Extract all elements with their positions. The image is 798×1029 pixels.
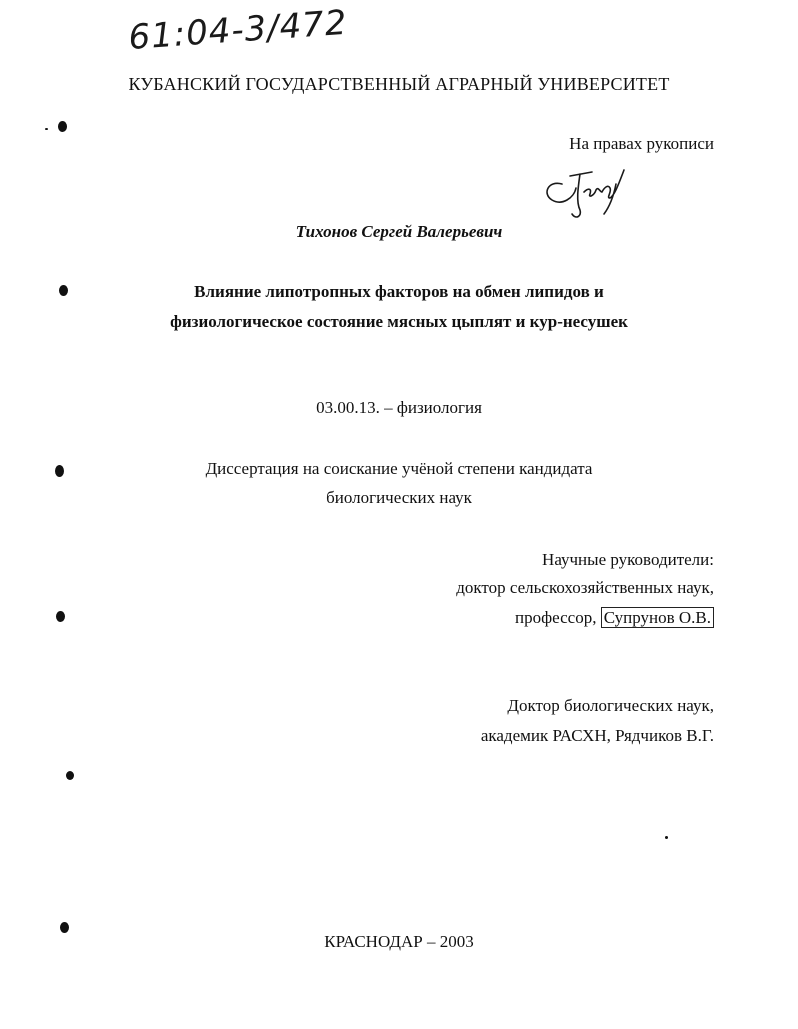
dissertation-degree-line-2: биологических наук [326, 488, 472, 507]
punch-mark [66, 771, 74, 780]
dissertation-title-line-1: Влияние липотропных факторов на обмен липидов и [194, 282, 604, 301]
signature-icon [540, 162, 630, 222]
supervisor-1-degree: доктор сельскохозяйственных наук, [456, 578, 714, 597]
supervisor-1-title: профессор, [515, 608, 597, 627]
punch-mark [56, 611, 65, 622]
supervisor-2-title-name: академик РАСХН, Рядчиков В.Г. [480, 726, 714, 745]
punch-mark [58, 121, 67, 132]
supervisor-1-line [515, 608, 714, 628]
supervisor-2-degree: Доктор биологических наук, [507, 696, 714, 715]
punch-mark [55, 465, 64, 477]
university-name: КУБАНСКИЙ ГОСУДАРСТВЕННЫЙ АГРАРНЫЙ УНИВЕРСИТЕТ [128, 74, 670, 94]
city-year: КРАСНОДАР – 2003 [324, 932, 474, 951]
handwritten-catalog-number: 61:04-3/472 [127, 2, 349, 59]
supervisor-1-name: Супрунов О.В. [601, 607, 714, 628]
dissertation-title-line-2: физиологическое состояние мясных цыплят и кур-несушек [170, 312, 628, 331]
punch-mark [59, 285, 68, 296]
manuscript-rights-note: На правах рукописи [569, 134, 714, 153]
speck-mark [665, 836, 668, 839]
author-name: Тихонов Сергей Валерьевич [295, 222, 503, 241]
speck-mark [45, 128, 48, 130]
supervisors-heading: Научные руководители: [542, 550, 714, 569]
punch-mark [60, 922, 69, 933]
dissertation-degree-line-1: Диссертация на соискание учёной степени кандидата [205, 459, 593, 478]
specialty-code: 03.00.13. – физиология [316, 398, 482, 417]
